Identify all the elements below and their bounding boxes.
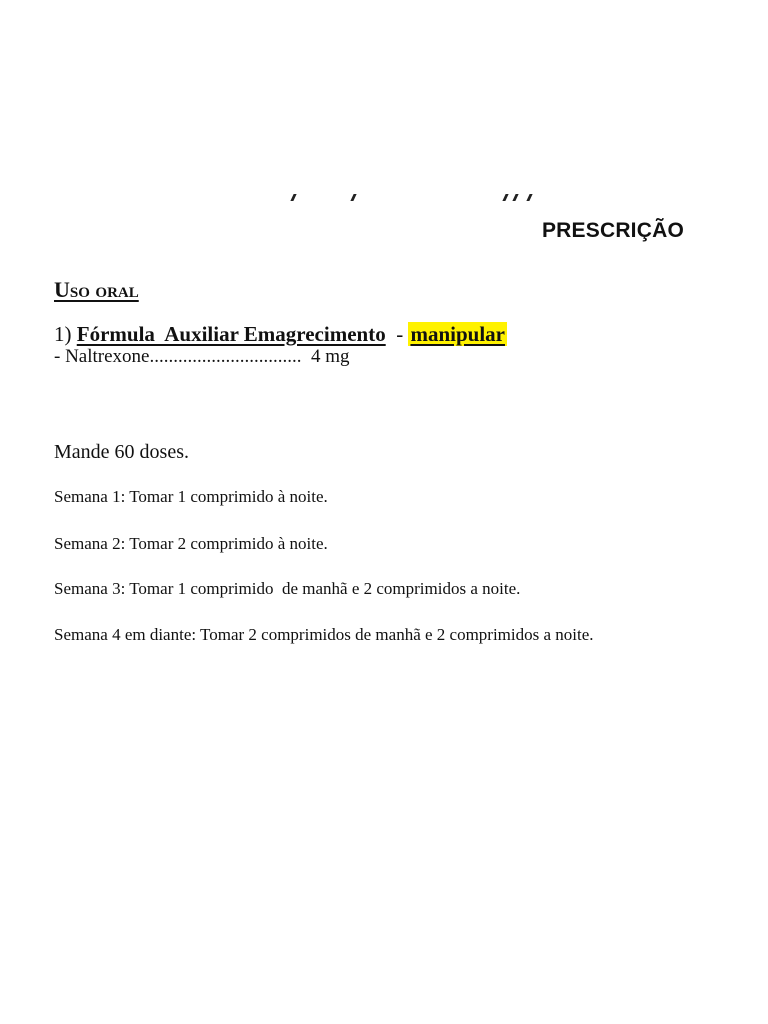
schedule-week-4: Semana 4 em diante: Tomar 2 comprimidos de manhã e 2 comprimidos a noite.	[54, 625, 594, 644]
formula-separator: -	[396, 322, 404, 346]
formula-number: 1)	[54, 322, 72, 346]
formula-instruction: manipular	[410, 322, 505, 346]
formula-name: Fórmula Auxiliar Emagrecimento	[76, 322, 386, 346]
schedule-week-1: Semana 1: Tomar 1 comprimido à noite.	[54, 487, 328, 506]
formula-line	[54, 322, 507, 347]
schedule-week-2: Semana 2: Tomar 2 comprimido à noite.	[54, 534, 328, 553]
page-title: PRESCRIÇÃO	[541, 219, 684, 242]
quantity-line: Mande 60 doses.	[54, 441, 189, 463]
ingredient-line	[54, 346, 350, 368]
cropped-text-remnant	[282, 194, 532, 206]
ingredient-name: - Naltrexone................................	[54, 346, 302, 367]
schedule-week-3: Semana 3: Tomar 1 comprimido de manhã e 2 comprimidos a noite.	[54, 579, 521, 598]
route-heading: Uso oral	[54, 277, 139, 302]
ingredient-dose: 4 mg	[310, 346, 350, 367]
